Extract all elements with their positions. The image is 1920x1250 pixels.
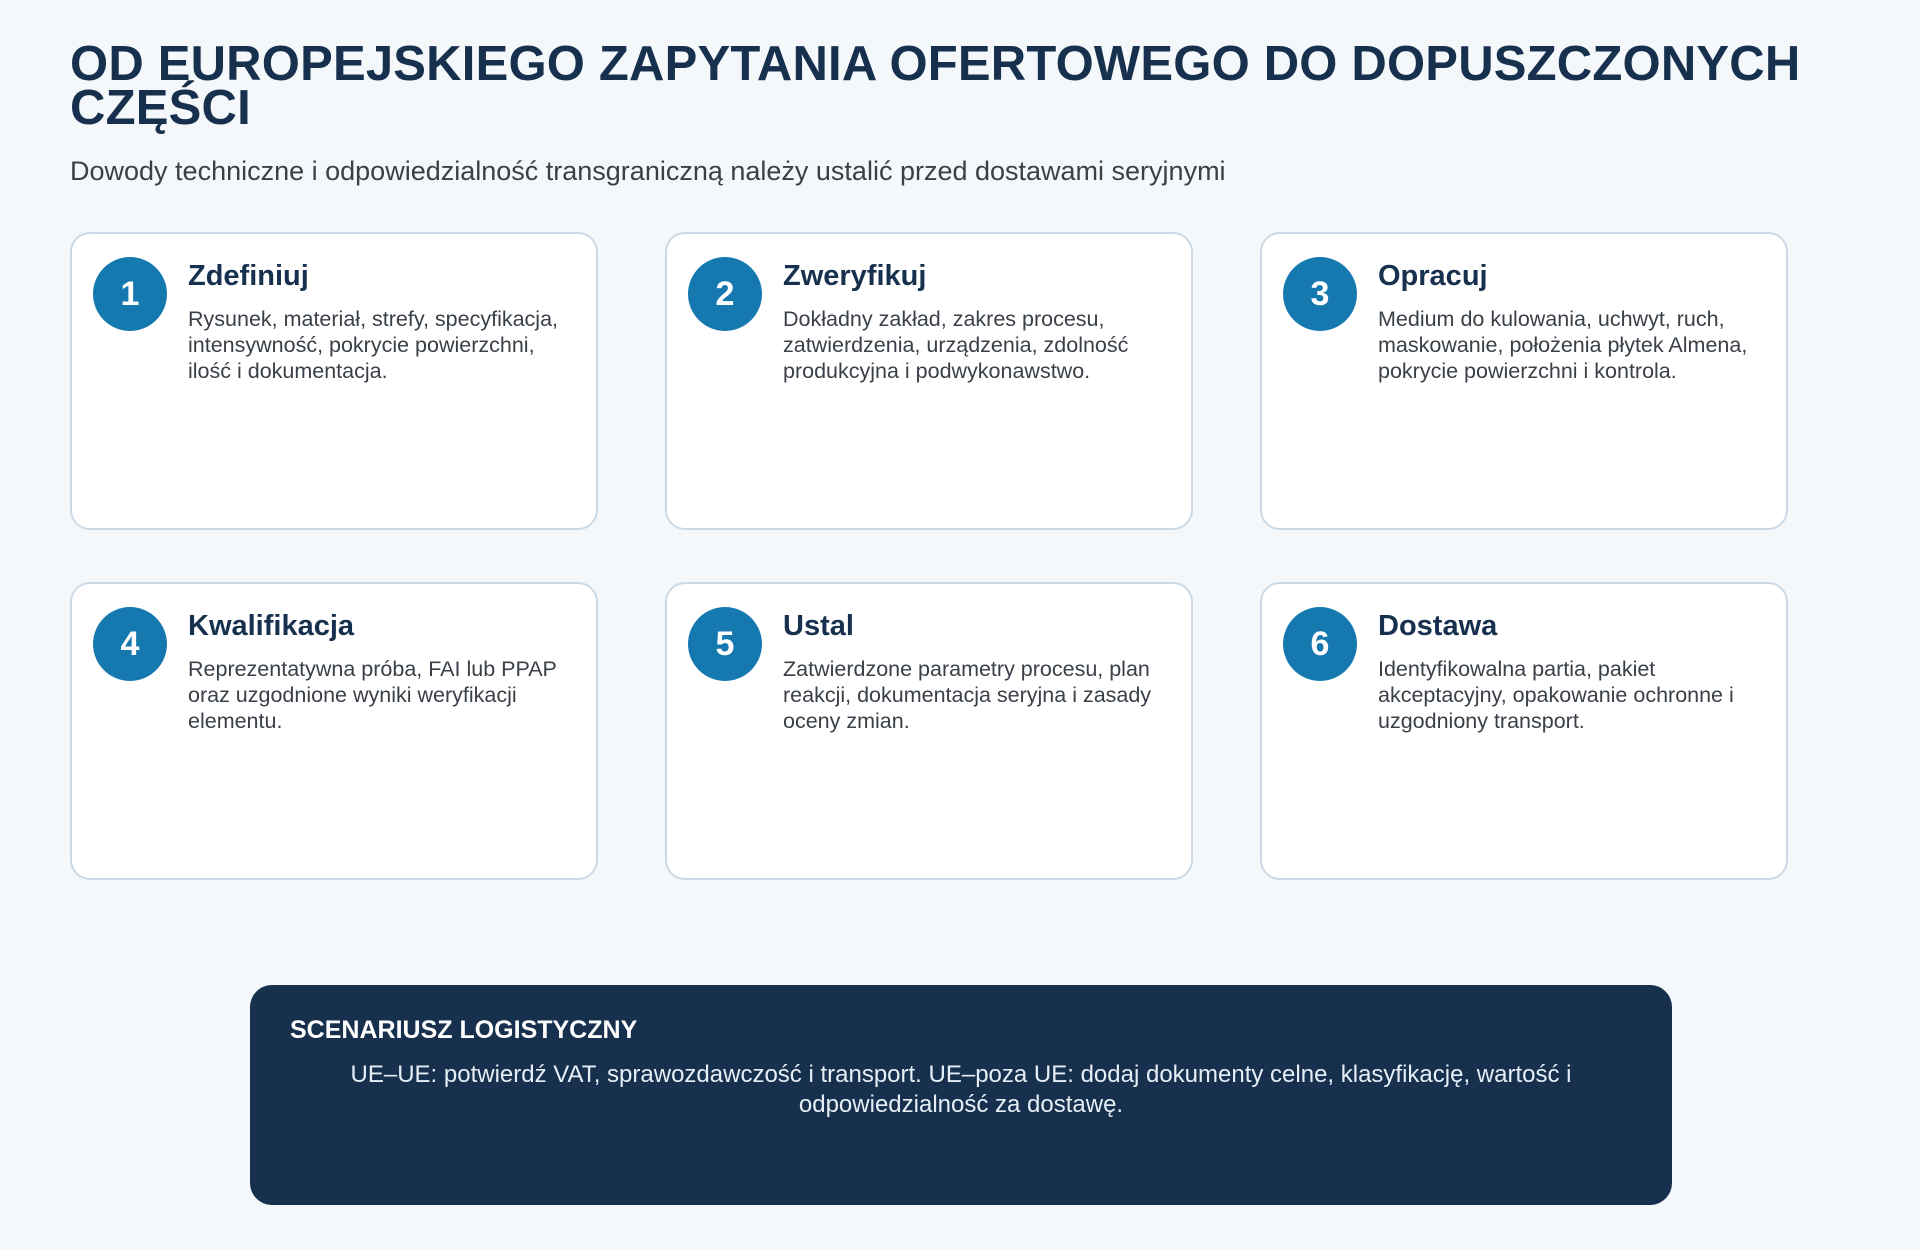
- page-title: OD EUROPEJSKIEGO ZAPYTANIA OFERTOWEGO DO DOPUSZCZONYCH CZĘŚCI: [70, 37, 1801, 135]
- logistics-text: UE–UE: potwierdź VAT, sprawozdawczość i transport. UE–poza UE: dodaj dokumenty celne, klasyfikację, wartość i odpowiedzialność za dostawę.: [350, 1061, 1572, 1118]
- step-number-badge: 3: [1283, 257, 1357, 331]
- step-card-verify: [665, 232, 1193, 530]
- step-title: Kwalifikacja: [188, 610, 355, 642]
- step-card-develop: [1260, 232, 1788, 530]
- step-title: Zdefiniuj: [188, 260, 309, 292]
- step-card-establish: [665, 582, 1193, 880]
- step-description: Dokładny zakład, zakres procesu, zatwierdzenia, urządzenia, zdolność produkcyjna i podwykonawstwo.: [783, 307, 1129, 383]
- step-number-badge: 2: [688, 257, 762, 331]
- step-number-badge: 6: [1283, 607, 1357, 681]
- step-card-define: [70, 232, 598, 530]
- step-description: Medium do kulowania, uchwyt, ruch, maskowanie, położenia płytek Almena, pokrycie powierzchni i kontrola.: [1378, 307, 1748, 383]
- step-description: Identyfikowalna partia, pakiet akceptacyjny, opakowanie ochronne i uzgodniony transport.: [1378, 657, 1734, 733]
- step-title: Opracuj: [1378, 260, 1488, 292]
- step-title: Zweryfikuj: [783, 260, 927, 292]
- step-number-badge: 5: [688, 607, 762, 681]
- page-subtitle: Dowody techniczne i odpowiedzialność transgraniczną należy ustalić przed dostawami seryjnymi: [70, 156, 1226, 186]
- logistics-title: SCENARIUSZ LOGISTYCZNY: [290, 1016, 638, 1044]
- step-description: Reprezentatywna próba, FAI lub PPAP oraz uzgodnione wyniki weryfikacji elementu.: [188, 657, 557, 733]
- step-card-delivery: [1260, 582, 1788, 880]
- step-number-badge: 4: [93, 607, 167, 681]
- step-title: Dostawa: [1378, 610, 1498, 642]
- logistics-scenario-panel: [250, 985, 1672, 1205]
- step-description: Zatwierdzone parametry procesu, plan reakcji, dokumentacja seryjna i zasady oceny zmian.: [783, 657, 1152, 733]
- step-card-qualification: [70, 582, 598, 880]
- step-description: Rysunek, materiał, strefy, specyfikacja, intensywność, pokrycie powierzchni, ilość i dokumentacja.: [188, 307, 559, 383]
- step-title: Ustal: [783, 610, 854, 642]
- step-number-badge: 1: [93, 257, 167, 331]
